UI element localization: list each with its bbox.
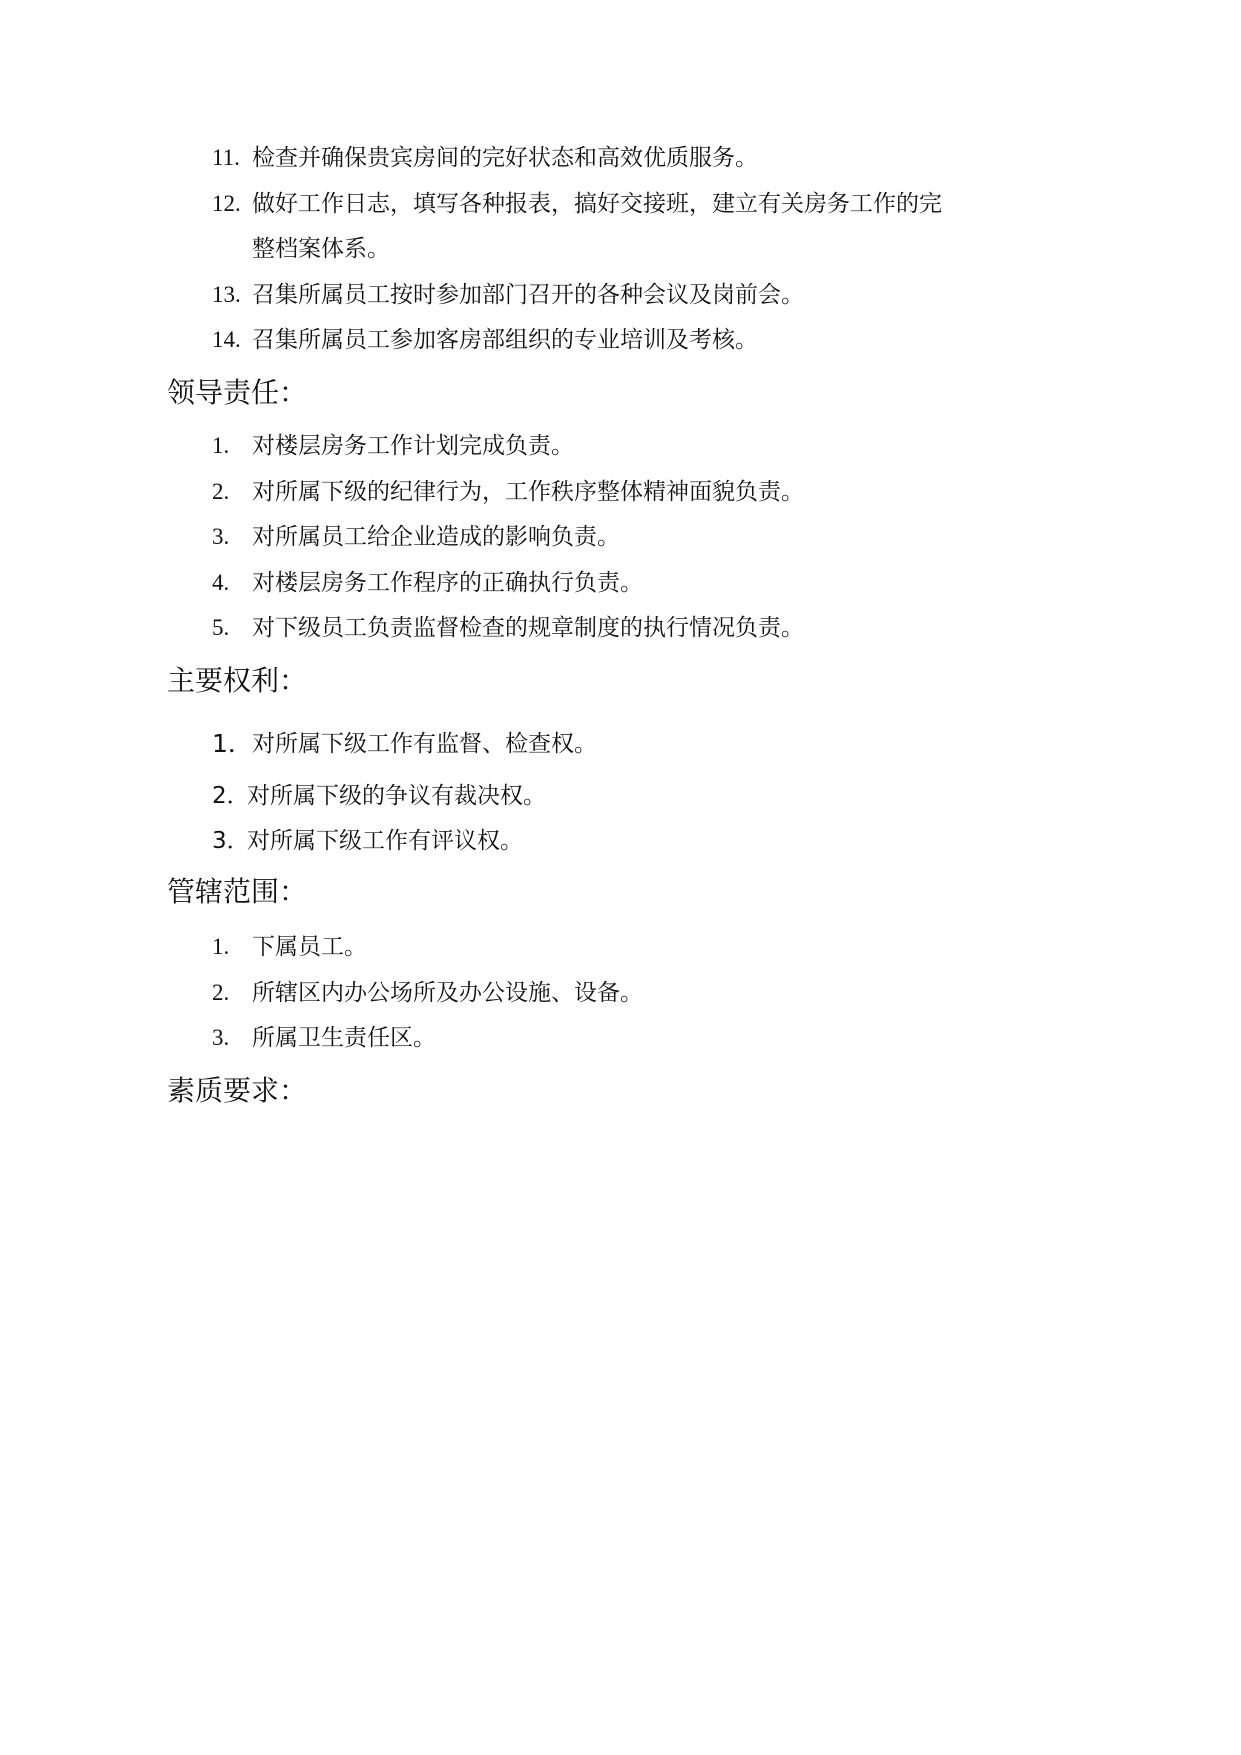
list-item-text: 下属员工。 (252, 934, 367, 960)
list-item-text: 对所属下级的纪律行为，工作秩序整体精神面貌负责。 (252, 479, 804, 505)
list-item-number: 1. (212, 934, 230, 959)
section-heading-main-rights: 主要权利： (167, 664, 308, 697)
list-item-text: 所辖区内办公场所及办公设施、设备。 (252, 980, 643, 1006)
list-item-text: 对楼层房务工作计划完成负责。 (252, 433, 574, 459)
list-item-number: 2. (212, 479, 230, 504)
list-item-number: 2. (212, 980, 230, 1005)
list-item-text: 召集所属员工按时参加部门召开的各种会议及岗前会。 (252, 282, 804, 308)
list-item-number: 3． (212, 828, 250, 854)
list-item-text: 对所属员工给企业造成的影响负责。 (252, 524, 620, 550)
list-item-number: 3. (212, 1025, 230, 1050)
list-item-continuation: 整档案体系。 (252, 236, 390, 262)
list-item-number: 3. (212, 524, 230, 549)
list-item-number: 13. (212, 282, 241, 307)
list-item-text: 检查并确保贵宾房间的完好状态和高效优质服务。 (252, 145, 758, 171)
list-item-number: 5. (212, 615, 230, 640)
list-item-number: 14. (212, 327, 241, 352)
section-heading-jurisdiction: 管辖范围： (167, 875, 308, 908)
list-item-text: 对所属下级的争议有裁决权。 (247, 783, 546, 809)
list-item-text: 召集所属员工参加客房部组织的专业培训及考核。 (252, 327, 758, 353)
list-item-number: 4. (212, 570, 230, 595)
list-item-text: 对楼层房务工作程序的正确执行负责。 (252, 570, 643, 596)
list-item-text: 对所属下级工作有监督、检查权。 (252, 731, 597, 757)
list-item-text: 对下级员工负责监督检查的规章制度的执行情况负责。 (252, 615, 804, 641)
list-item-number: 12. (212, 191, 241, 216)
section-heading-quality-requirements: 素质要求： (167, 1074, 308, 1107)
list-item-text: 做好工作日志，填写各种报表，搞好交接班，建立有关房务工作的完 (252, 191, 942, 217)
list-item-number: 11. (212, 145, 240, 170)
list-item-text: 对所属下级工作有评议权。 (247, 828, 523, 854)
list-item-number: 2． (212, 783, 250, 809)
list-item-text: 所属卫生责任区。 (252, 1025, 436, 1051)
list-item-number: 1. (212, 433, 230, 458)
section-heading-leadership-responsibility: 领导责任： (167, 376, 308, 409)
list-item-number: 1． (212, 729, 253, 758)
